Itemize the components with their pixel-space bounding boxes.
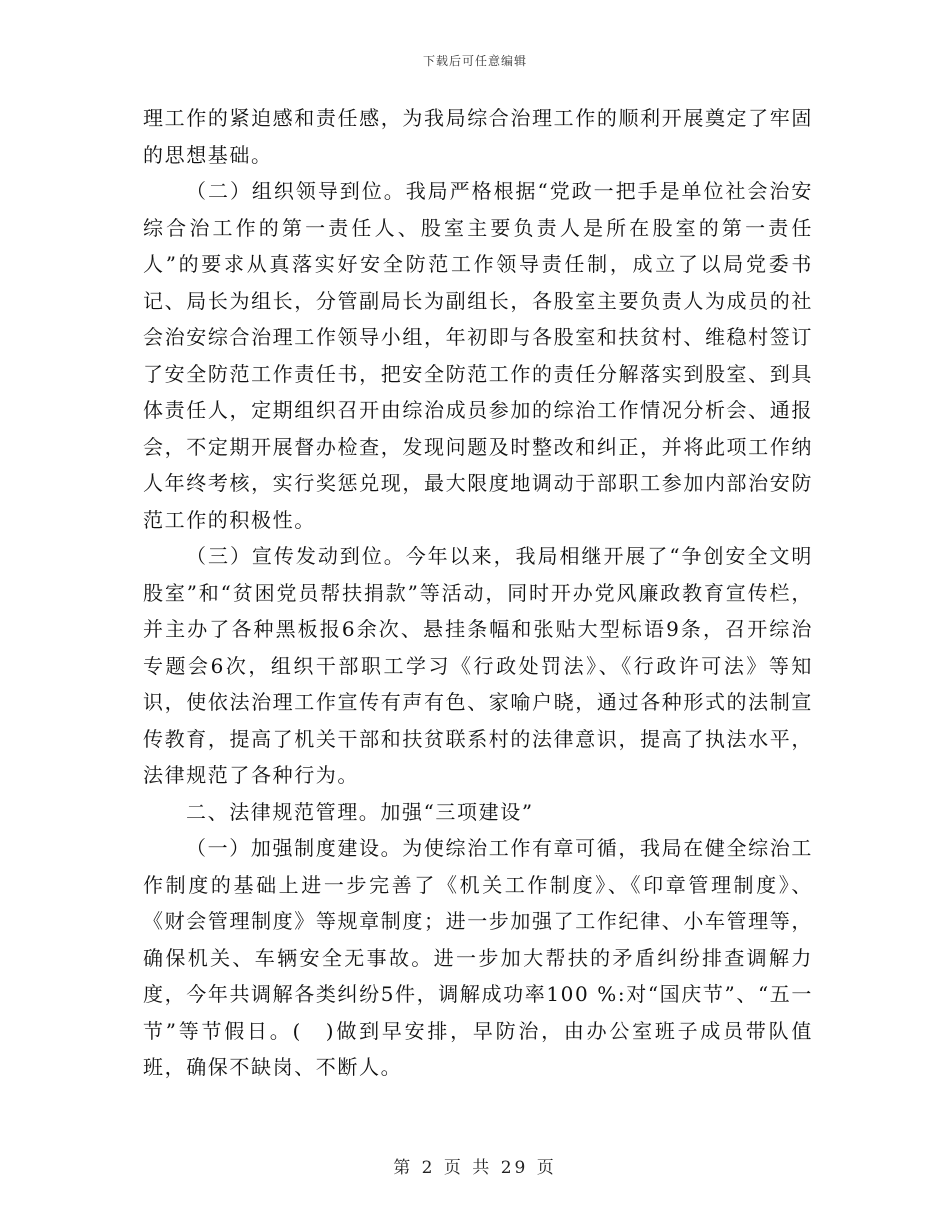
paragraph-publicity-mobilization: （三）宣传发动到位。今年以来，我局相继开展了“争创安全文明股室”和“贫困党员帮扶捐款”等活动，同时开办党风廉政教育宣传栏，并主办了各种黑板报6余次、悬挂条幅和张贴大型标语9条，召开综治专题会6次，组织干部职工学习《行政处罚法》、《行政许可法》等知识，使依法治理工作宣传有声有色、家喻户晓，通过各种形式的法制宣传教育，提高了机关干部和扶贫联系村的法律意识，提高了执法水平，法律规范了各种行为。 (143, 544, 813, 787)
page-number-footer: 第 2 页 共 29 页 (393, 1158, 557, 1178)
paragraph-organization-leadership: （二）组织领导到位。我局严格根据“党政一把手是单位社会治安综合治工作的第一责任人、股室主要负责人是所在股室的第一责任人”的要求从真落实好安全防范工作领导责任制，成立了以局党委书记、局长为组长，分管副局长为副组长，各股室主要负责人为成员的社会治安综合治理工作领导小组，年初即与各股室和扶贫村、维稳村签订了安全防范工作责任书，把安全防范工作的责任分解落实到股室、到具体责任人，定期组织召开由综治成员参加的综治工作情况分析会、通报会，不定期开展督办检查，发现问题及时整改和纠正，并将此项工作纳人年终考核，实行奖惩兑现，最大限度地调动于部职工参加内部治安防范工作的积极性。 (143, 179, 813, 532)
section-heading-legal-management: 二、法律规范管理。加强“三项建设” (186, 799, 534, 824)
paragraph-continuation: 理工作的紧迫感和责任感，为我局综合治理工作的顺利开展奠定了牢固的思想基础。 (143, 106, 813, 167)
paragraph-system-building: （一）加强制度建设。为使综治工作有章可循，我局在健全综治工作制度的基础上进一步完善了《机关工作制度》、《印章管理制度》、《财会管理制度》等规章制度；进一步加强了工作纪律、小车管理等，确保机关、车辆安全无事故。进一步加大帮扶的矛盾纠纷排查调解力度，今年共调解各类纠纷5件，调解成功率100 %:对“国庆节”、“五一节”等节假日。( )做到早安排，早防治，由办公室班子成员带队值班，确保不缺岗、不断人。 (143, 836, 813, 1079)
document-body (143, 100, 813, 1086)
page-header-note: 下载后可任意编辑 (422, 54, 527, 68)
